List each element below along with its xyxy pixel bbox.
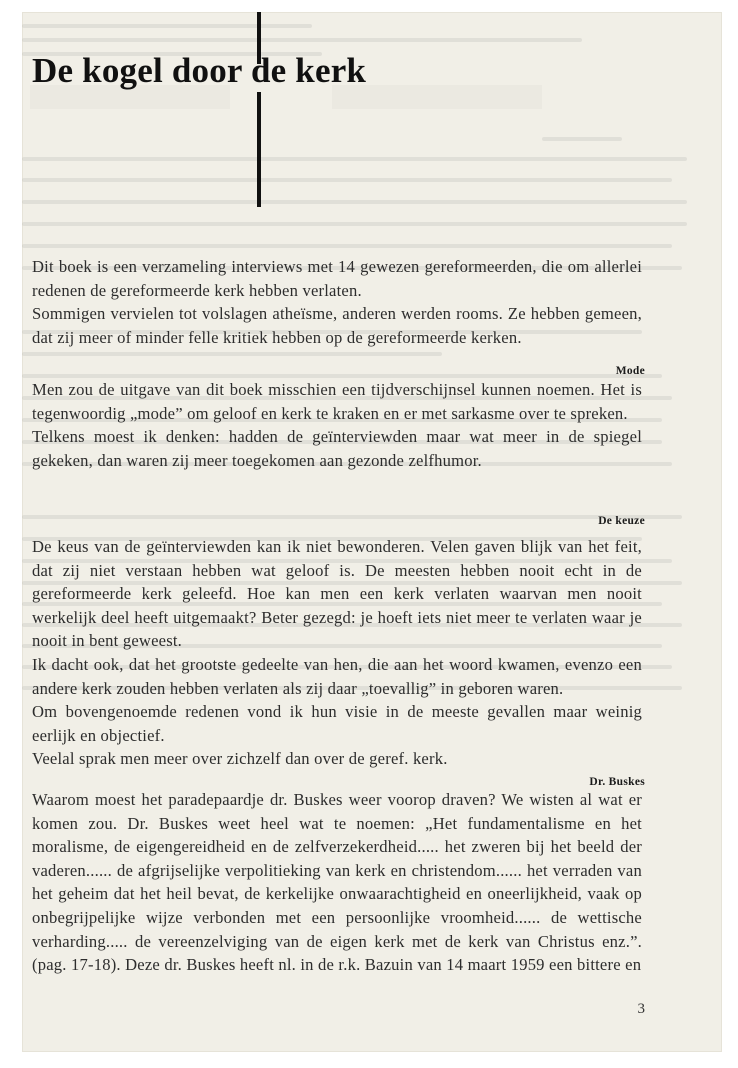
intro-paragraph: Sommigen vervielen tot volslagen atheïsme, anderen werden rooms. Ze hebben gemeen, dat zij meer of minder felle kritiek hebben op de gereformeerde kerken. (32, 304, 642, 347)
ghost-line (22, 200, 687, 204)
ghost-line (542, 137, 622, 141)
section-dr-buskes-text (32, 788, 642, 977)
ghost-line (22, 157, 687, 161)
section-mode-text (32, 378, 642, 472)
section-paragraph: Waarom moest het paradepaardje dr. Buskes weer voorop draven? We wisten al wat er komen zou. Dr. Buskes weet heel wat te noemen: „Het fundamentalisme en het moralisme, de eigengereidheid en de zelfverzekerdheid..... het zweren bij het beeld der vaderen...... de afgrijselijke verpolitieking van kerk en christendom...... het verraden van het geheim dat het heil bevat, de kerkelijke onwaarachtigheid en oneerlijkheid, vaak op onbegrijpelijke wijze verbonden met een persoonlijke vroomheid...... de wettische verharding..... de vereenzelviging van de eigen kerk met de kerk van Christus enz.”. (pag. 17-18). Deze dr. Buskes heeft nl. in de r.k. Bazuin van 14 maart 1959 een bittere en (32, 790, 642, 975)
section-paragraph: Men zou de uitgave van dit boek misschien een tijdverschijnsel kunnen noemen. Het is tegenwoordig „mode” om geloof en kerk te kraken en er met sarkasme over te spreken. (32, 380, 642, 423)
section-de-keuze-text (32, 535, 642, 771)
ghost-line (22, 222, 687, 226)
document-title: De kogel door de kerk (32, 51, 367, 90)
ghost-line (22, 38, 582, 42)
document-page (22, 12, 722, 1052)
section-paragraph: Telkens moest ik denken: hadden de geïnterviewden maar wat meer in de spiegel gekeken, dan waren zij meer toegekomen aan gezonde zelfhumor. (32, 427, 642, 470)
ghost-line (22, 244, 672, 248)
section-paragraph: Veelal sprak men meer over zichzelf dan over de geref. kerk. (32, 749, 448, 769)
ghost-line (22, 352, 442, 356)
intro-paragraph: Dit boek is een verzameling interviews met 14 gewezen gereformeerden, die om allerlei redenen de gereformeerde kerk hebben verlaten. (32, 257, 642, 300)
section-heading-de-keuze: De keuze (598, 515, 645, 527)
section-heading-dr-buskes: Dr. Buskes (589, 776, 645, 788)
section-paragraph: De keus van de geïnterviewden kan ik niet bewonderen. Velen gaven blijk van het feit, dat zij niet verstaan hebben wat geloof is. De meesten hebben nooit echt in de gereformeerde kerk geleefd. Hoe kan men een kerk verlaten waarvan men nooit werkelijk deel heeft uitgemaakt? Beter gezegd: je hoeft iets niet meer te verlaten waar je nooit in bent geweest. (32, 537, 642, 651)
section-heading-mode: Mode (615, 365, 645, 377)
intro-text (32, 255, 642, 349)
ghost-line (22, 178, 672, 182)
ghost-line (22, 24, 312, 28)
page-number: 3 (637, 1001, 645, 1017)
ghost-line (22, 515, 682, 519)
section-paragraph: Om bovengenoemde redenen vond ik hun visie in de meeste gevallen maar weinig eerlijk en objectief. (32, 702, 642, 745)
vertical-rule-bottom (257, 92, 261, 207)
section-paragraph: Ik dacht ook, dat het grootste gedeelte van hen, die aan het woord kwamen, evenzo een andere kerk zouden hebben verlaten als zij daar „toevallig” in geboren waren. (32, 654, 642, 698)
